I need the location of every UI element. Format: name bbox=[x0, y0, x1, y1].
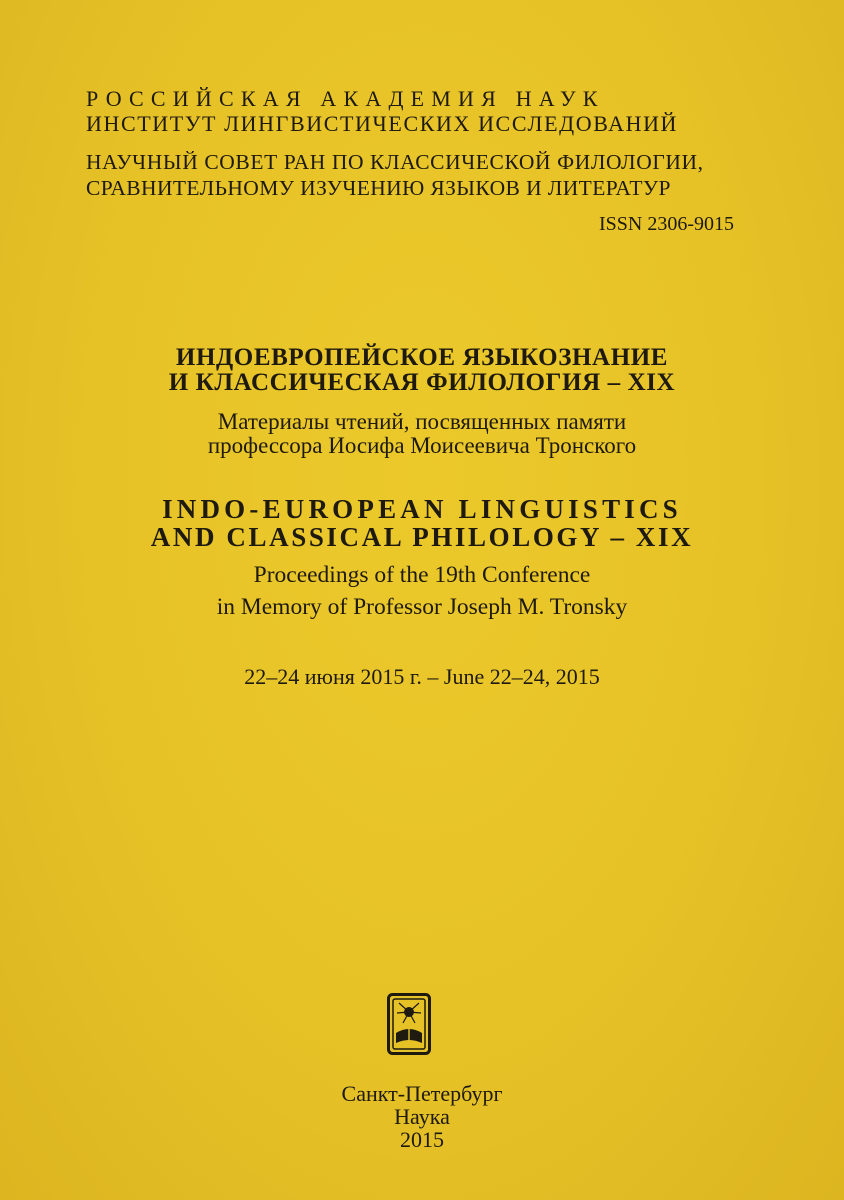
publication-year: 2015 bbox=[400, 1127, 444, 1152]
english-subtitle-line2: in Memory of Professor Joseph M. Tronsky bbox=[216, 594, 628, 620]
russian-title-line1: ИНДОЕВРОПЕЙСКОЕ ЯЗЫКОЗНАНИЕ bbox=[175, 344, 669, 371]
russian-subtitle-line1: Материалы чтений, посвященных памяти bbox=[217, 409, 627, 434]
publication-city: Санкт-Петербург bbox=[341, 1081, 503, 1106]
russian-title-line2: И КЛАССИЧЕСКАЯ ФИЛОЛОГИЯ – XIX bbox=[168, 369, 676, 396]
issn-number: ISSN 2306-9015 bbox=[598, 213, 734, 235]
russian-subtitle-line2: профессора Иосифа Моисеевича Тронского bbox=[207, 433, 637, 458]
council-name-line1: НАУЧНЫЙ СОВЕТ РАН ПО КЛАССИЧЕСКОЙ ФИЛОЛОГИИ, bbox=[86, 150, 704, 174]
english-subtitle-line1: Proceedings of the 19th Conference bbox=[253, 562, 591, 588]
conference-dates: 22–24 июня 2015 г. – June 22–24, 2015 bbox=[244, 664, 600, 689]
nauka-publisher-logo-icon bbox=[387, 993, 431, 1055]
english-title-line1: INDO-EUROPEAN LINGUISTICS bbox=[162, 494, 682, 524]
council-name-line2: СРАВНИТЕЛЬНОМУ ИЗУЧЕНИЮ ЯЗЫКОВ И ЛИТЕРАТУР bbox=[86, 176, 671, 200]
academy-name: РОССИЙСКАЯ АКАДЕМИЯ НАУК bbox=[86, 86, 605, 111]
publisher-name: Наука bbox=[394, 1104, 450, 1129]
institute-name: ИНСТИТУТ ЛИНГВИСТИЧЕСКИХ ИССЛЕДОВАНИЙ bbox=[86, 111, 679, 136]
english-title-line2: AND CLASSICAL PHILOLOGY – XIX bbox=[150, 522, 694, 552]
